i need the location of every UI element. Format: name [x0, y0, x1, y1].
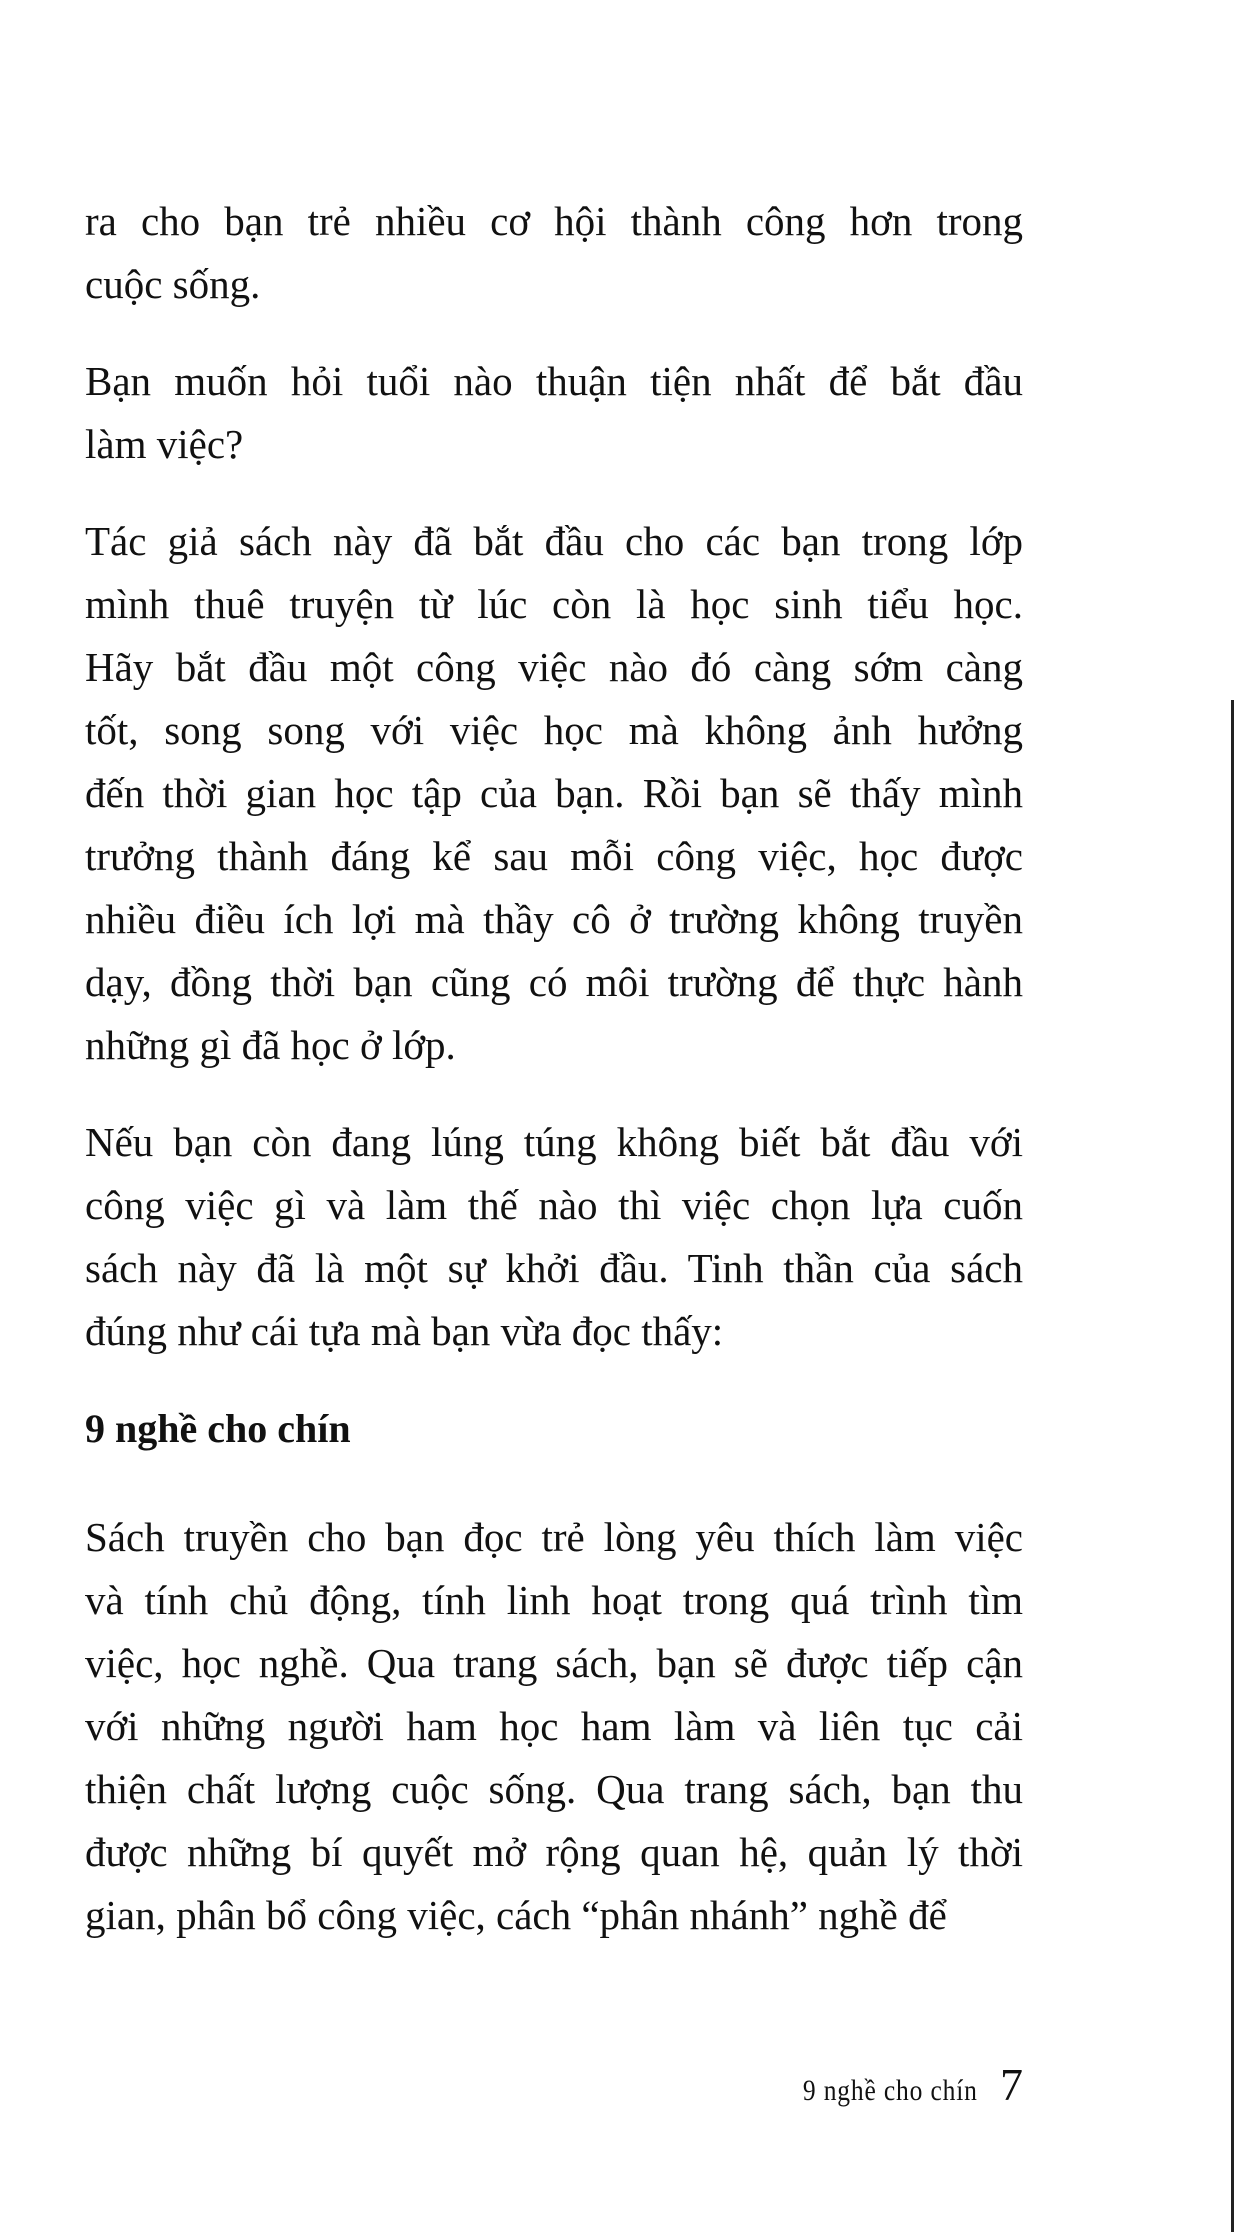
paragraph — [85, 510, 1023, 1077]
text-line: việc, học nghề. Qua trang sách, bạn sẽ được tiếp cận — [85, 1640, 1023, 1686]
text-line: mình thuê truyện từ lúc còn là học sinh tiểu học. — [85, 581, 1023, 627]
text-line: Nếu bạn còn đang lúng túng không biết bắt đầu với — [85, 1119, 1023, 1165]
page-number: 7 — [1000, 2059, 1023, 2110]
text-line: Sách truyền cho bạn đọc trẻ lòng yêu thích làm việc — [85, 1514, 1023, 1560]
text-line: Tác giả sách này đã bắt đầu cho các bạn trong lớp — [85, 518, 1023, 564]
page-footer — [772, 2058, 1023, 2111]
text-line: ra cho bạn trẻ nhiều cơ hội thành công hơn trong — [85, 198, 1023, 244]
text-line: cuộc sống. — [85, 261, 261, 307]
paragraphs — [85, 190, 1023, 1363]
paragraph — [85, 1506, 1023, 1947]
text-line: dạy, đồng thời bạn cũng có môi trường để thực hành — [85, 959, 1023, 1005]
text-line: Hãy bắt đầu một công việc nào đó càng sớm càng — [85, 644, 1023, 690]
text-line: được những bí quyết mở rộng quan hệ, quản lý thời — [85, 1829, 1023, 1875]
text-line: thiện chất lượng cuộc sống. Qua trang sách, bạn thu — [85, 1766, 1023, 1812]
text-line: những gì đã học ở lớp. — [85, 1022, 456, 1068]
text-line: công việc gì và làm thế nào thì việc chọn lựa cuốn — [85, 1182, 1023, 1228]
running-title: 9 nghề cho chín — [803, 2074, 978, 2107]
text-line: trưởng thành đáng kể sau mỗi công việc, học được — [85, 833, 1023, 879]
text-line: và tính chủ động, tính linh hoạt trong quá trình tìm — [85, 1577, 1023, 1623]
text-line: nhiều điều ích lợi mà thầy cô ở trường không truyền — [85, 896, 1023, 942]
text-line: gian, phân bổ công việc, cách “phân nhánh” nghề để — [85, 1892, 947, 1938]
book-page-body — [85, 190, 1023, 1981]
text-line: làm việc? — [85, 421, 244, 467]
text-line: đến thời gian học tập của bạn. Rồi bạn sẽ thấy mình — [85, 770, 1023, 816]
text-line: Bạn muốn hỏi tuổi nào thuận tiện nhất để bắt đầu — [85, 358, 1023, 404]
page-edge-shadow — [1231, 700, 1234, 2232]
text-line: tốt, song song với việc học mà không ảnh hưởng — [85, 707, 1023, 753]
text-line: sách này đã là một sự khởi đầu. Tinh thần của sách — [85, 1245, 1023, 1291]
paragraph — [85, 350, 1023, 476]
text-line: với những người ham học ham làm và liên tục cải — [85, 1703, 1023, 1749]
text-line: đúng như cái tựa mà bạn vừa đọc thấy: — [85, 1308, 724, 1354]
paragraph — [85, 190, 1023, 316]
paragraph — [85, 1111, 1023, 1363]
section-heading: 9 nghề cho chín — [85, 1406, 351, 1451]
